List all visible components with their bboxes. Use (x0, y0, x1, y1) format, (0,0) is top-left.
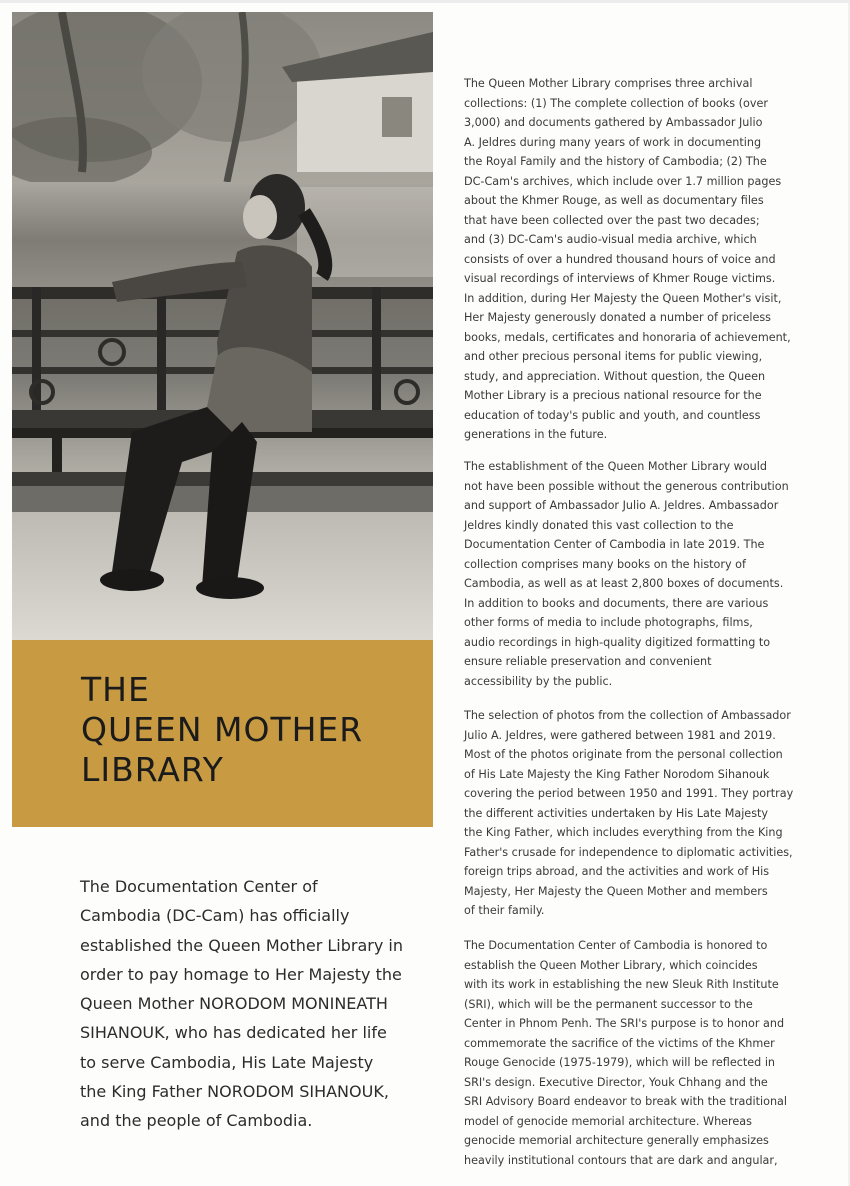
body-line: foreign trips abroad, and the activities and work of His (464, 865, 770, 878)
intro-line: SIHANOUK, who has dedicated her life (80, 1023, 387, 1043)
body-line: commemorate the sacrifice of the victims of the Khmer (464, 1036, 775, 1050)
body-line: Most of the photos originate from the personal collection (464, 748, 783, 761)
body-line: SRI's design. Executive Director, Youk Chhang and the (464, 1075, 768, 1089)
body-line: Her Majesty generously donated a number of priceless (464, 311, 771, 324)
body-line: DC-Cam's archives, which include over 1.7 million pages (464, 174, 782, 188)
body-line: study, and appreciation. Without question, the Queen (464, 369, 766, 383)
intro-line: Queen Mother NORODOM MONINEATH (80, 994, 388, 1014)
body-line: The selection of photos from the collection of Ambassador (464, 709, 791, 722)
body-line: not have been possible without the generous contribution (464, 479, 789, 493)
body-line: In addition to books and documents, there are various (464, 596, 769, 610)
body-line: covering the period between 1950 and 1991. They portray (464, 787, 794, 800)
title-line-1: THE (81, 670, 150, 709)
body-line: the different activities undertaken by His Late Majesty (464, 806, 769, 820)
body-line: the Royal Family and the history of Cambodia; (2) The (464, 155, 767, 168)
body-line: Father's crusade for independence to diplomatic activities, (464, 845, 793, 859)
intro-line: established the Queen Mother Library in (80, 935, 403, 955)
body-line: education of today's public and youth, and countless (464, 408, 761, 422)
body-line: visual recordings of interviews of Khmer Rouge victims. (464, 272, 776, 285)
body-line: heavily institutional contours that are dark and angular, (464, 1153, 778, 1167)
body-line: A. Jeldres during many years of work in documenting (464, 135, 762, 149)
body-line: books, medals, certificates and honoraria of achievement, (464, 330, 791, 344)
body-line: Julio A. Jeldres, were gathered between 1981 and 2019. (464, 728, 776, 742)
intro-line: Cambodia (DC-Cam) has officially (80, 906, 350, 926)
body-line: SRI Advisory Board endeavor to break with the traditional (464, 1095, 788, 1108)
body-line: that have been collected over the past two decades; (464, 213, 760, 227)
body-line: Majesty, Her Majesty the Queen Mother and members (464, 884, 768, 898)
title-line-3: LIBRARY (81, 750, 224, 789)
body-line: The Queen Mother Library comprises three archival (464, 77, 753, 90)
photo-queen-mother-seated-by-pond (12, 12, 433, 640)
body-line: collections: (1) The complete collection of books (over (464, 96, 768, 110)
body-line: and (3) DC-Cam's audio-visual media archive, which (464, 233, 757, 246)
body-line: genocide memorial architecture generally emphasizes (464, 1134, 769, 1147)
body-line: and other precious personal items for public viewing, (464, 350, 763, 363)
title-line-2: QUEEN MOTHER (81, 710, 364, 749)
body-line: model of genocide memorial architecture. Whereas (464, 1114, 752, 1128)
body-line: establish the Queen Mother Library, which coincides (464, 958, 758, 972)
body-line: Jeldres kindly donated this vast collection to the (464, 518, 734, 532)
body-line: accessibility by the public. (464, 674, 613, 688)
body-line: (SRI), which will be the permanent successor to the (464, 997, 753, 1011)
body-line: Rouge Genocide (1975-1979), which will be reflected in (464, 1056, 776, 1069)
body-line: the King Father, which includes everything from the King (464, 826, 783, 839)
body-line: ensure reliable preservation and convenient (464, 655, 712, 668)
body-line: consists of over a hundred thousand hours of voice and (464, 252, 776, 266)
title-band (12, 640, 433, 827)
body-line: audio recordings in high-quality digitized formatting to (464, 635, 771, 649)
intro-line: the King Father NORODOM SIHANOUK, (80, 1082, 389, 1102)
body-line: of His Late Majesty the King Father Norodom Sihanouk (464, 767, 770, 781)
body-line: about the Khmer Rouge, as well as documentary files (464, 194, 764, 207)
paragraph-establishment (464, 457, 824, 691)
body-line: other forms of media to include photographs, films, (464, 616, 753, 629)
body-line: Mother Library is a precious national resource for the (464, 389, 762, 402)
body-line: The establishment of the Queen Mother Library would (464, 460, 767, 473)
body-line: of their family. (464, 904, 545, 917)
body-line: collection comprises many books on the history of (464, 557, 746, 571)
body-line: Documentation Center of Cambodia in late 2019. The (464, 538, 765, 551)
paragraph-photo-selection (464, 706, 824, 921)
paragraph-collections (464, 74, 824, 445)
paragraph-sleuk-rith-institute (464, 936, 824, 1170)
intro-line: order to pay homage to Her Majesty the (80, 964, 402, 984)
body-line: Cambodia, as well as at least 2,800 boxes of documents. (464, 577, 784, 590)
body-line: generations in the future. (464, 428, 608, 441)
body-line: 3,000) and documents gathered by Ambassador Julio (464, 116, 763, 129)
body-line: The Documentation Center of Cambodia is honored to (464, 939, 768, 952)
intro-line: The Documentation Center of (80, 877, 318, 896)
intro-line: and the people of Cambodia. (80, 1111, 313, 1131)
body-line: In addition, during Her Majesty the Queen Mother's visit, (464, 291, 782, 305)
intro-paragraph (80, 872, 440, 1136)
body-line: with its work in establishing the new Sleuk Rith Institute (464, 978, 779, 991)
intro-line: to serve Cambodia, His Late Majesty (80, 1052, 374, 1072)
body-line: Center in Phnom Penh. The SRI's purpose is to honor and (464, 1017, 785, 1030)
body-line: and support of Ambassador Julio A. Jeldres. Ambassador (464, 499, 779, 512)
